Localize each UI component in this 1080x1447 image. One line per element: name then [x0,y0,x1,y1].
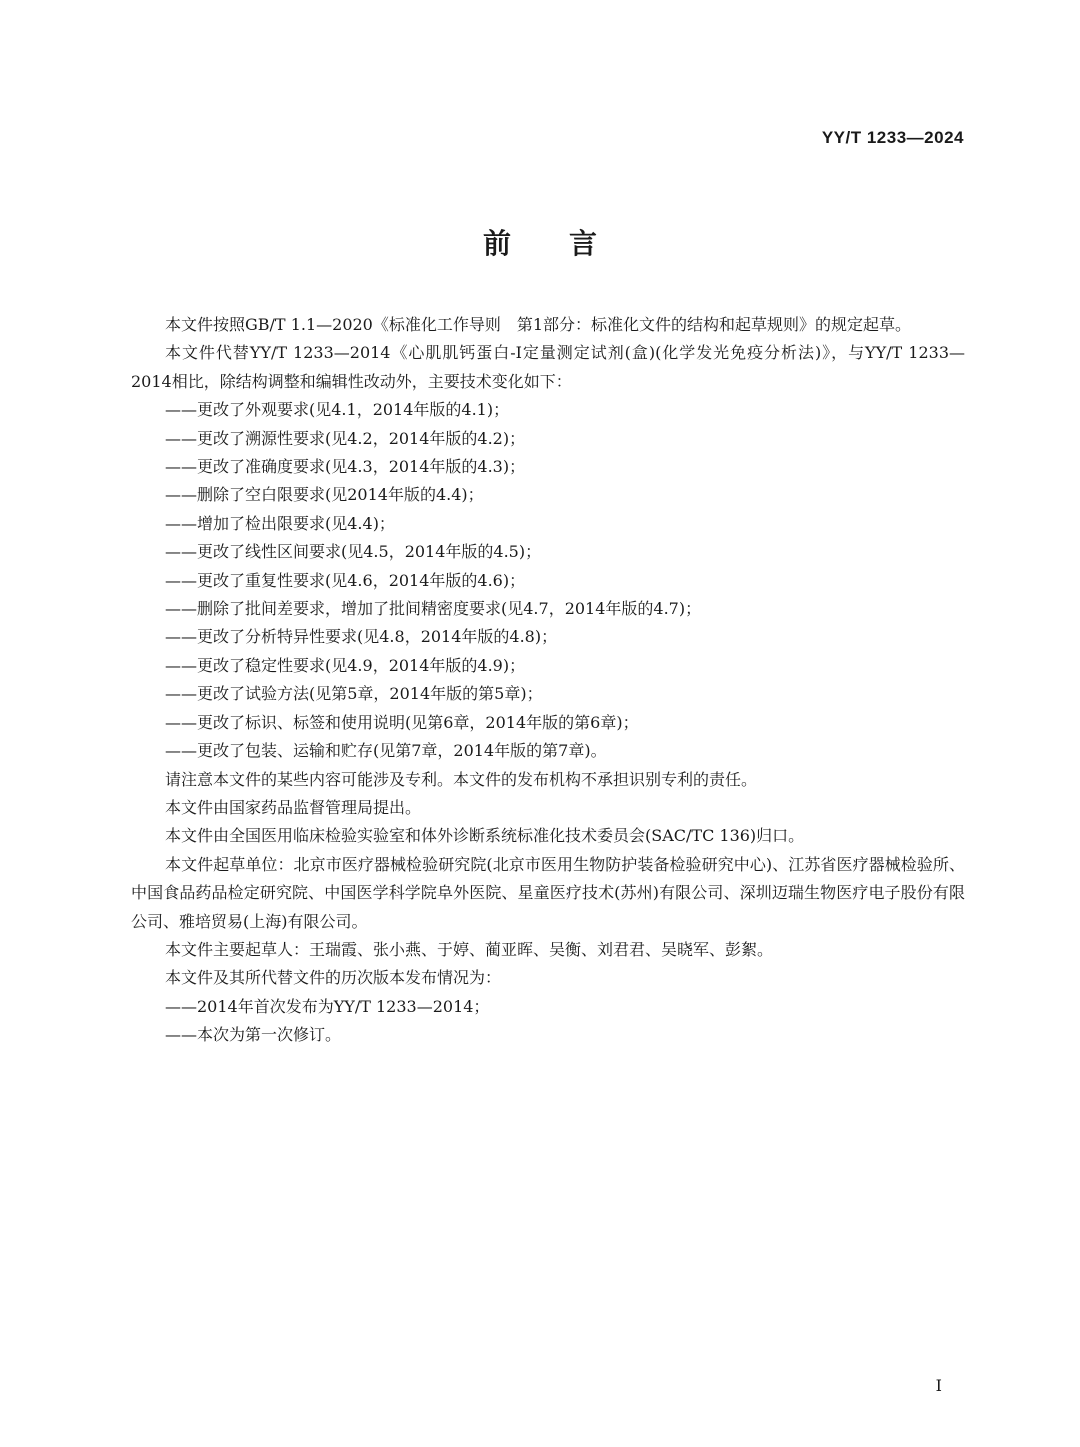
change-item: ——更改了试验方法(见第5章，2014年版的第5章)； [165,684,543,704]
change-item: ——更改了包装、运输和贮存(见第7章，2014年版的第7章)。 [165,741,607,761]
change-item: ——更改了溯源性要求(见4.2，2014年版的4.2)； [165,428,526,448]
change-item: ——删除了批间差要求，增加了批间精密度要求(见4.7，2014年版的4.7)； [165,599,702,619]
paragraph-drafters: 本文件主要起草人：王瑞霞、张小燕、于婷、蔺亚晖、吴衡、刘君君、吴晓军、彭絮。 [165,939,774,959]
standard-number: YY/T 1233—2024 [821,128,964,147]
paragraph-replacement: 本文件代替YY/T 1233—2014《心肌肌钙蛋白-I定量测定试剂(盒)(化学发光免疫分析法)》，与YY/T 1233—2014相比，除结构调整和编辑性改动外，主要技术变化如下： [131,343,965,391]
change-item: ——更改了标识、标签和使用说明(见第6章，2014年版的第6章)； [165,712,639,732]
page-number: I [935,1376,942,1395]
change-item: ——更改了稳定性要求(见4.9，2014年版的4.9)； [165,655,526,675]
paragraph-drafting-rules: 本文件按照GB/T 1.1—2020《标准化工作导则 第1部分：标准化文件的结构和起草规则》的规定起草。 [165,315,912,334]
paragraph-patent-notice: 请注意本文件的某些内容可能涉及专利。本文件的发布机构不承担识别专利的责任。 [165,769,758,789]
change-item: ——更改了重复性要求(见4.6，2014年版的4.6)； [165,570,526,590]
paragraph-drafting-units: 本文件起草单位：北京市医疗器械检验研究院(北京市医用生物防护装备检验研究中心)、江苏省医疗器械检验所、中国食品药品检定研究院、中国医学科学院阜外医院、星童医疗技术(苏州)有限公司、深圳迈瑞生物医疗电子股份有限公司、雅培贸易(上海)有限公司。 [131,854,965,931]
change-item: ——增加了检出限要求(见4.4)； [165,513,395,533]
change-item: ——删除了空白限要求(见2014年版的4.4)； [165,485,484,505]
change-item: ——更改了准确度要求(见4.3，2014年版的4.3)； [165,457,526,477]
change-item: ——更改了外观要求(见4.1，2014年版的4.1)； [165,400,510,420]
history-item: ——本次为第一次修订。 [165,1025,342,1045]
page-title: 前言 [482,227,655,260]
paragraph-committee: 本文件由全国医用临床检验实验室和体外诊断系统标准化技术委员会(SAC/TC 136)归口。 [165,826,805,846]
change-item: ——更改了线性区间要求(见4.5，2014年版的4.5)； [165,542,542,562]
foreword-body [131,311,965,1050]
paragraph-history-intro: 本文件及其所代替文件的历次版本发布情况为： [165,968,502,988]
paragraph-proposer: 本文件由国家药品监督管理局提出。 [165,797,422,817]
change-item: ——更改了分析特异性要求(见4.8，2014年版的4.8)； [165,627,558,647]
history-item: ——2014年首次发布为YY/T 1233—2014； [165,996,490,1016]
